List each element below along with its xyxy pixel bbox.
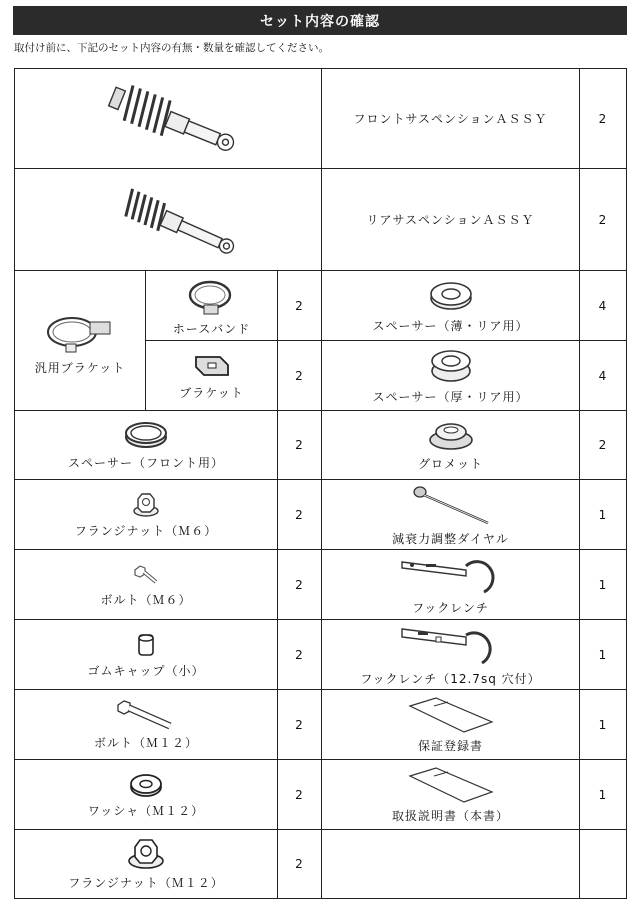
spacer-thin-label: スペーサー（薄・リア用） <box>372 318 529 333</box>
hose-band-cell <box>146 271 278 341</box>
warranty-qty: 1 <box>580 690 627 760</box>
grommet-label: グロメット <box>417 457 483 471</box>
bracket-cell <box>146 341 278 411</box>
rubber-cap-qty: 2 <box>278 620 322 690</box>
table-row <box>15 69 627 169</box>
damping-dial-qty: 1 <box>580 480 627 550</box>
rear-suspension-qty: 2 <box>580 169 627 271</box>
front-suspension-image <box>15 69 322 169</box>
bolt-m6-illustration <box>131 562 161 588</box>
spacer-thick-label: スペーサー（厚・リア用） <box>372 389 529 404</box>
spacer-thin-illustration <box>426 278 476 314</box>
damping-dial-illustration <box>406 483 496 527</box>
washer-m12-cell <box>15 760 278 830</box>
bolt-m12-illustration <box>116 699 176 731</box>
flange-nut-m6-cell <box>15 480 278 550</box>
table-row <box>15 830 627 899</box>
spacer-front-label: スペーサー（フロント用） <box>67 456 224 470</box>
empty-qty-cell <box>580 830 627 899</box>
rubber-cap-label: ゴムキャップ（小） <box>87 663 205 678</box>
empty-cell <box>322 830 580 899</box>
bolt-m6-qty: 2 <box>278 550 322 620</box>
rubber-cap-cell <box>15 620 278 690</box>
hook-wrench-label: フックレンチ <box>412 600 489 615</box>
spacer-thin-cell <box>322 271 580 341</box>
damping-dial-cell <box>322 480 580 550</box>
flange-nut-m6-label: フランジナット（Ｍ６） <box>74 523 218 538</box>
rear-suspension-name: リアサスペンションＡＳＳＹ <box>322 169 580 271</box>
damping-dial-label: 減衰力調整ダイヤル <box>392 531 509 546</box>
front-suspension-illustration <box>68 71 268 167</box>
table-row <box>15 411 627 480</box>
bolt-m12-label: ボルト（Ｍ１２） <box>93 735 198 750</box>
grommet-illustration <box>426 418 476 452</box>
bracket-group-cell <box>15 271 146 411</box>
flange-nut-m6-illustration <box>131 491 161 519</box>
flange-nut-m12-cell <box>15 830 278 899</box>
table-row <box>15 690 627 760</box>
section-title: セット内容の確認 <box>260 13 380 30</box>
hook-wrench-hole-qty: 1 <box>580 620 627 690</box>
table-row <box>15 480 627 550</box>
spacer-thin-qty: 4 <box>580 271 627 341</box>
flange-nut-m12-qty: 2 <box>278 830 322 899</box>
spacer-thick-illustration <box>426 347 476 385</box>
flange-nut-m12-illustration <box>126 837 166 871</box>
table-row <box>15 169 627 271</box>
section-title-bar <box>13 6 627 35</box>
hose-band-illustration <box>182 275 242 317</box>
table-row <box>15 620 627 690</box>
rear-suspension-image <box>15 169 322 271</box>
rear-suspension-illustration <box>68 172 268 268</box>
bolt-m6-cell <box>15 550 278 620</box>
warranty-cell <box>322 690 580 760</box>
washer-m12-illustration <box>128 771 164 799</box>
hook-wrench-hole-cell <box>322 620 580 690</box>
hook-wrench-hole-label: フックレンチ（12.7sq 穴付） <box>360 671 541 686</box>
hose-band-label: ホースバンド <box>172 321 251 336</box>
contents-table <box>14 68 627 899</box>
manual-illustration <box>406 766 496 804</box>
hook-wrench-cell <box>322 550 580 620</box>
hook-wrench-hole-illustration <box>396 623 506 667</box>
bracket-illustration <box>190 351 234 381</box>
spacer-front-cell <box>15 411 278 480</box>
warranty-label: 保証登録書 <box>417 738 483 753</box>
front-suspension-qty: 2 <box>580 69 627 169</box>
table-row <box>15 550 627 620</box>
washer-m12-label: ワッシャ（Ｍ１２） <box>87 803 205 818</box>
bracket-group-illustration <box>40 306 120 356</box>
washer-m12-qty: 2 <box>278 760 322 830</box>
bolt-m12-cell <box>15 690 278 760</box>
table-row <box>15 271 627 341</box>
warranty-illustration <box>406 696 496 734</box>
flange-nut-m6-qty: 2 <box>278 480 322 550</box>
bolt-m12-qty: 2 <box>278 690 322 760</box>
grommet-cell <box>322 411 580 480</box>
hose-band-qty: 2 <box>278 271 322 341</box>
bracket-label: ブラケット <box>179 385 244 400</box>
bracket-qty: 2 <box>278 341 322 411</box>
flange-nut-m12-label: フランジナット（Ｍ１２） <box>68 876 224 890</box>
manual-qty: 1 <box>580 760 627 830</box>
spacer-thick-qty: 4 <box>580 341 627 411</box>
bracket-group-label: 汎用ブラケット <box>34 360 126 375</box>
intro-text: 取付け前に、下記のセット内容の有無・数量を確認してください。 <box>14 42 329 54</box>
front-suspension-name: フロントサスペンションＡＳＳＹ <box>322 69 580 169</box>
grommet-qty: 2 <box>580 411 627 480</box>
hook-wrench-qty: 1 <box>580 550 627 620</box>
table-row <box>15 760 627 830</box>
manual-cell <box>322 760 580 830</box>
hook-wrench-illustration <box>396 554 506 596</box>
manual-label: 取扱説明書（本書） <box>391 808 509 823</box>
spacer-front-illustration <box>121 419 171 451</box>
rubber-cap-illustration <box>136 631 156 659</box>
spacer-front-qty: 2 <box>278 411 322 480</box>
bolt-m6-label: ボルト（Ｍ６） <box>100 592 192 607</box>
spacer-thick-cell <box>322 341 580 411</box>
